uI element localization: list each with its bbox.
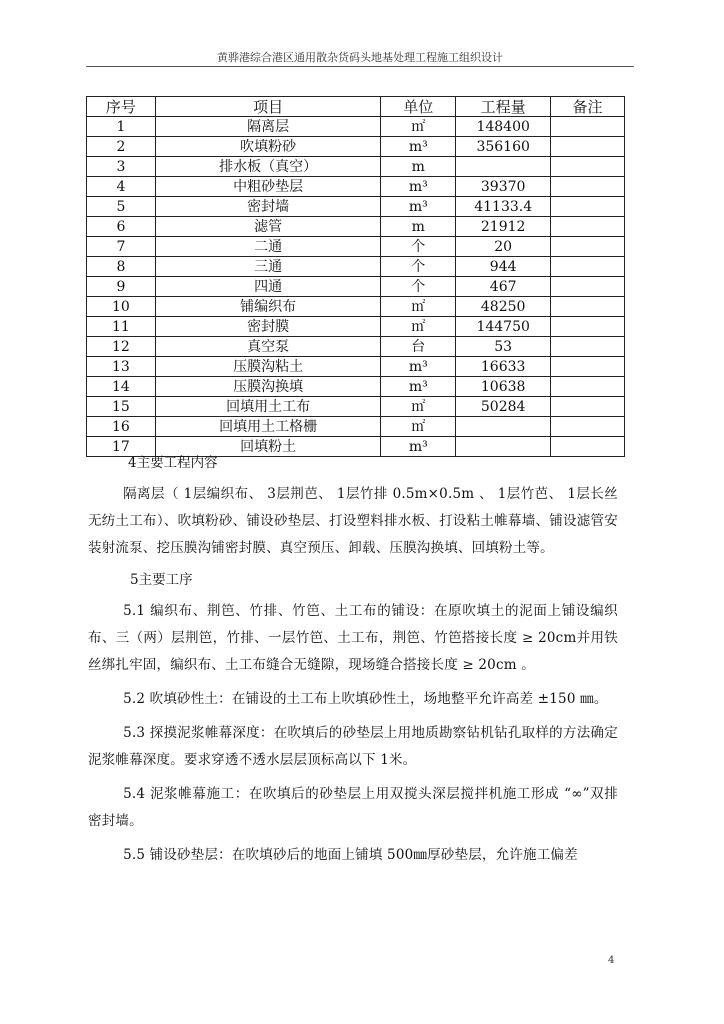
header-cell-item: 项目 (155, 97, 381, 117)
cell-quantity: 944 (456, 257, 551, 277)
cell-quantity: 50284 (456, 397, 551, 417)
cell-item: 压膜沟粘土 (155, 357, 381, 377)
cell-item: 四通 (155, 277, 381, 297)
page-header: 黄骅港综合港区通用散杂货码头地基处理工程施工组织设计 (217, 51, 503, 64)
cell-item: 排水板（真空） (155, 157, 381, 177)
cell-index: 17 (87, 437, 156, 457)
section-4-paragraph: 隔离层（ 1层编织布、 3层荆芭、 1层竹排 0.5m×0.5m 、 1层竹芭、 1层长丝无纺土工布）、吹填粉砂、铺设砂垫层、打设塑料排水板、打设粘土帷幕墙、铺设滤管安装射流泵、挖压膜沟铺密封膜、真空预压、卸载、压膜沟换填、回填粉土等。 (88, 486, 618, 556)
cell-item: 隔离层 (155, 117, 381, 137)
cell-remarks (551, 377, 625, 397)
table-row (87, 417, 625, 437)
cell-item: 吹填粉砂 (155, 137, 381, 157)
cell-unit: ㎡ (381, 317, 456, 337)
cell-item: 回填用土工布 (155, 397, 381, 417)
body-text (88, 452, 618, 869)
header-cell-index: 序号 (87, 97, 156, 117)
table-header (87, 97, 625, 117)
cell-remarks (551, 297, 625, 317)
page-number: 4 (608, 955, 615, 966)
table-row (87, 157, 625, 177)
cell-item: 密封墙 (155, 197, 381, 217)
cell-remarks (551, 217, 625, 237)
section-4-title: 4主要工程内容 (128, 455, 218, 471)
cell-quantity: 41133.4 (456, 197, 551, 217)
cell-unit: m (381, 157, 456, 177)
header-rule (86, 66, 634, 67)
cell-quantity: 20 (456, 237, 551, 257)
cell-remarks (551, 397, 625, 417)
table-row (87, 317, 625, 337)
header-cell-unit: 单位 (381, 97, 456, 117)
cell-index: 9 (87, 277, 156, 297)
cell-unit: 个 (381, 257, 456, 277)
cell-remarks (551, 417, 625, 437)
table-row (87, 197, 625, 217)
cell-index: 5 (87, 197, 156, 217)
cell-unit: 个 (381, 237, 456, 257)
cell-quantity: 53 (456, 337, 551, 357)
cell-quantity: 467 (456, 277, 551, 297)
cell-quantity: 10638 (456, 377, 551, 397)
table-row (87, 217, 625, 237)
table-row (87, 297, 625, 317)
cell-item: 中粗砂垫层 (155, 177, 381, 197)
cell-unit: ㎡ (381, 117, 456, 137)
table-row (87, 257, 625, 277)
cell-remarks (551, 337, 625, 357)
cell-unit: m³ (381, 437, 456, 457)
paragraph-5-5: 5.5 铺设砂垫层：在吹填砂后的地面上铺填 500㎜厚砂垫层，允许施工偏差 (123, 847, 578, 863)
cell-index: 14 (87, 377, 156, 397)
paragraph-5-4: 5.4 泥浆帷幕施工：在吹填后的砂垫层上用双搅头深层搅拌机施工形成 “∞”双排密封墙。 (88, 786, 618, 829)
cell-quantity: 356160 (456, 137, 551, 157)
cell-item: 铺编织布 (155, 297, 381, 317)
header-cell-remarks: 备注 (551, 97, 625, 117)
cell-quantity (456, 157, 551, 177)
cell-quantity: 144750 (456, 317, 551, 337)
cell-unit: m (381, 217, 456, 237)
cell-item: 回填用土工格栅 (155, 417, 381, 437)
cell-remarks (551, 317, 625, 337)
cell-index: 11 (87, 317, 156, 337)
cell-index: 6 (87, 217, 156, 237)
cell-index: 10 (87, 297, 156, 317)
cell-item: 二通 (155, 237, 381, 257)
table-row (87, 357, 625, 377)
cell-quantity: 39370 (456, 177, 551, 197)
cell-index: 13 (87, 357, 156, 377)
cell-index: 3 (87, 157, 156, 177)
table-row (87, 117, 625, 137)
cell-remarks (551, 237, 625, 257)
cell-item: 滤管 (155, 217, 381, 237)
table-row (87, 377, 625, 397)
cell-unit: m³ (381, 137, 456, 157)
cell-unit: m³ (381, 177, 456, 197)
cell-index: 2 (87, 137, 156, 157)
cell-index: 4 (87, 177, 156, 197)
cell-index: 16 (87, 417, 156, 437)
cell-unit: m³ (381, 357, 456, 377)
cell-quantity: 148400 (456, 117, 551, 137)
table-row (87, 137, 625, 157)
table-row (87, 277, 625, 297)
cell-remarks (551, 177, 625, 197)
cell-remarks (551, 357, 625, 377)
cell-quantity: 21912 (456, 217, 551, 237)
table-row (87, 337, 625, 357)
cell-remarks (551, 137, 625, 157)
cell-remarks (551, 277, 625, 297)
table-body (87, 117, 625, 457)
cell-remarks (551, 157, 625, 177)
cell-item: 密封膜 (155, 317, 381, 337)
cell-quantity (456, 417, 551, 437)
cell-item: 真空泵 (155, 337, 381, 357)
table-row (87, 177, 625, 197)
paragraph-5-2: 5.2 吹填砂性土：在铺设的土工布上吹填砂性土，场地整平允许高差 ±150 ㎜。 (123, 691, 608, 707)
cell-unit: ㎡ (381, 297, 456, 317)
table-header-row (87, 97, 625, 117)
header-cell-quantity: 工程量 (456, 97, 551, 117)
cell-unit: 个 (381, 277, 456, 297)
cell-remarks (551, 117, 625, 137)
cell-index: 12 (87, 337, 156, 357)
paragraph-5-1: 5.1 编织布、荆笆、竹排、竹笆、土工布的铺设：在原吹填土的泥面上铺设编织布、三（两）层荆笆，竹排、一层竹笆、土工布，荆笆、竹笆搭接长度 ≥ 20cm并用铁丝绑扎牢固，编织布、土工布缝合无缝隙，现场缝合搭接长度 ≥ 20cm 。 (88, 603, 618, 673)
cell-unit: m³ (381, 377, 456, 397)
cell-quantity: 16633 (456, 357, 551, 377)
paragraph-5-3: 5.3 探摸泥浆帷幕深度：在吹填后的砂垫层上用地质勘察钻机钻孔取样的方法确定泥浆帷幕深度。要求穿透不透水层层顶标高以下 1米。 (88, 725, 618, 768)
cell-item: 压膜沟换填 (155, 377, 381, 397)
table-row (87, 397, 625, 417)
table-row (87, 237, 625, 257)
cell-index: 1 (87, 117, 156, 137)
cell-index: 8 (87, 257, 156, 277)
cell-index: 15 (87, 397, 156, 417)
cell-item: 回填粉土 (155, 437, 381, 457)
section-5-title: 5主要工序 (130, 572, 193, 588)
cell-unit: ㎡ (381, 417, 456, 437)
cell-unit: ㎡ (381, 397, 456, 417)
cell-item: 三通 (155, 257, 381, 277)
cell-index: 7 (87, 237, 156, 257)
cell-quantity: 48250 (456, 297, 551, 317)
cell-remarks (551, 257, 625, 277)
cell-unit: 台 (381, 337, 456, 357)
cell-remarks (551, 197, 625, 217)
cell-unit: m³ (381, 197, 456, 217)
quantity-table (86, 96, 625, 457)
